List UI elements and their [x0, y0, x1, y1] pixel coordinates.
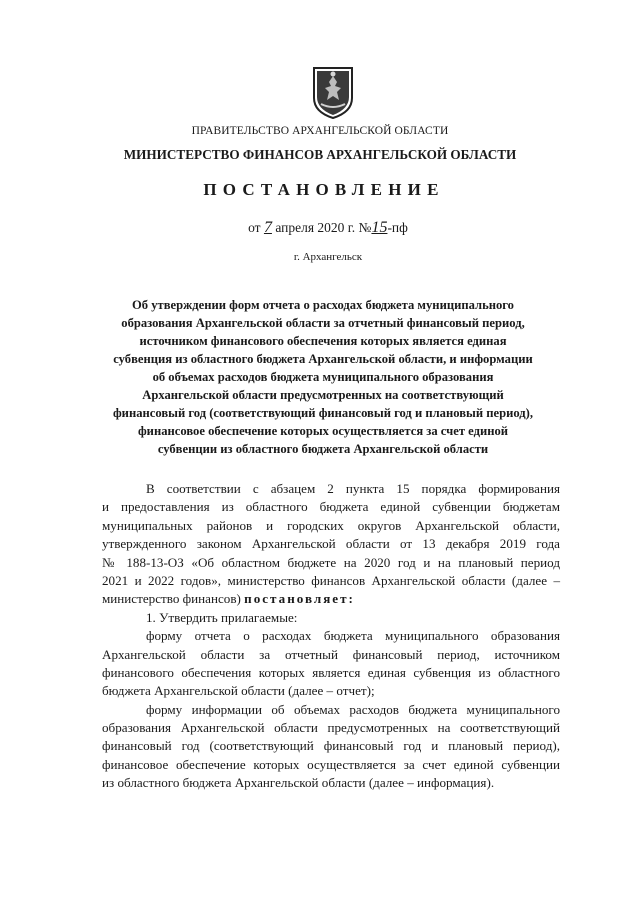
number-suffix: -пф — [387, 220, 408, 235]
document-number: 15 — [371, 219, 388, 236]
title-line: Об утверждении форм отчета о расходах бюджета муниципального — [132, 298, 514, 312]
title-line: финансовое обеспечение которых осуществляется за счет единой — [137, 424, 509, 438]
body-line: 1. Утвердить прилагаемые: — [146, 609, 298, 625]
body-line: В соответствии с абзацем 2 пункта 15 порядка формирования — [146, 481, 560, 496]
city: г. Архангельск — [293, 251, 363, 263]
body-line: Архангельской области за отчетный финансовый период, источником — [102, 646, 560, 662]
body-line: финансового обеспечения которых является единая субвенция из областного — [102, 664, 560, 680]
document-type: ПОСТАНОВЛЕНИЕ — [203, 180, 445, 199]
ministry-name: МИНИСТЕРСТВО ФИНАНСОВ АРХАНГЕЛЬСКОЙ ОБЛАСТИ — [123, 147, 517, 162]
body-line-text: министерство финансов) — [102, 591, 241, 607]
title-line: Архангельской области предусмотренных на соответствующий — [142, 388, 504, 402]
date-prefix: от — [248, 220, 261, 235]
body-line: из областного бюджета Архангельской области (далее – информация). — [102, 775, 495, 791]
body-line: форму информации об объемах расходов бюджета муниципального — [146, 701, 560, 717]
document-body — [102, 480, 560, 793]
body-line: образования Архангельской области предусмотренных на соответствующий — [102, 720, 560, 736]
body-line: и предоставления из областного бюджета единой субвенции бюджетам — [102, 499, 560, 515]
document-title — [90, 296, 556, 458]
body-line: муниципальных районов и городских округов Архангельской области, — [102, 517, 560, 533]
body-line: № 188-13-ОЗ «Об областном бюджете на 2020 год и на плановый период — [102, 554, 560, 570]
date-rest: апреля 2020 г. № — [275, 220, 372, 235]
body-line: бюджета Архангельской области (далее – отчет); — [102, 683, 375, 699]
government-name: ПРАВИТЕЛЬСТВО АРХАНГЕЛЬСКОЙ ОБЛАСТИ — [191, 125, 449, 137]
body-line: финансовое обеспечение которых осуществляется за счет единой субвенции — [102, 756, 560, 772]
body-line: форму отчета о расходах бюджета муниципального образования — [146, 628, 560, 644]
body-line — [102, 590, 560, 608]
body-line: финансовый год (соответствующий финансовый год и плановый период), — [102, 738, 560, 754]
date-line — [8, 219, 640, 237]
date-day: 7 — [263, 219, 272, 236]
title-line: финансовый год (соответствующий финансовый год и плановый период), — [112, 406, 534, 420]
title-line: субвенции из областного бюджета Архангельской области — [157, 442, 489, 456]
title-line: субвенция из областного бюджета Архангельской области, и информации — [113, 352, 533, 366]
coat-of-arms-icon — [311, 64, 355, 120]
body-line: утвержденного законом Архангельской области от 13 декабря 2019 года — [102, 536, 560, 552]
title-line: источником финансового обеспечения которых является единая — [139, 334, 507, 348]
body-line: 2021 и 2022 годов», министерство финансов Архангельской области (далее – — [102, 572, 560, 588]
title-line: об объемах расходов бюджета муниципального образования — [152, 370, 494, 384]
title-line: образования Архангельской области за отчетный финансовый период, — [121, 316, 525, 330]
resolves-word: постановляет: — [244, 591, 355, 607]
